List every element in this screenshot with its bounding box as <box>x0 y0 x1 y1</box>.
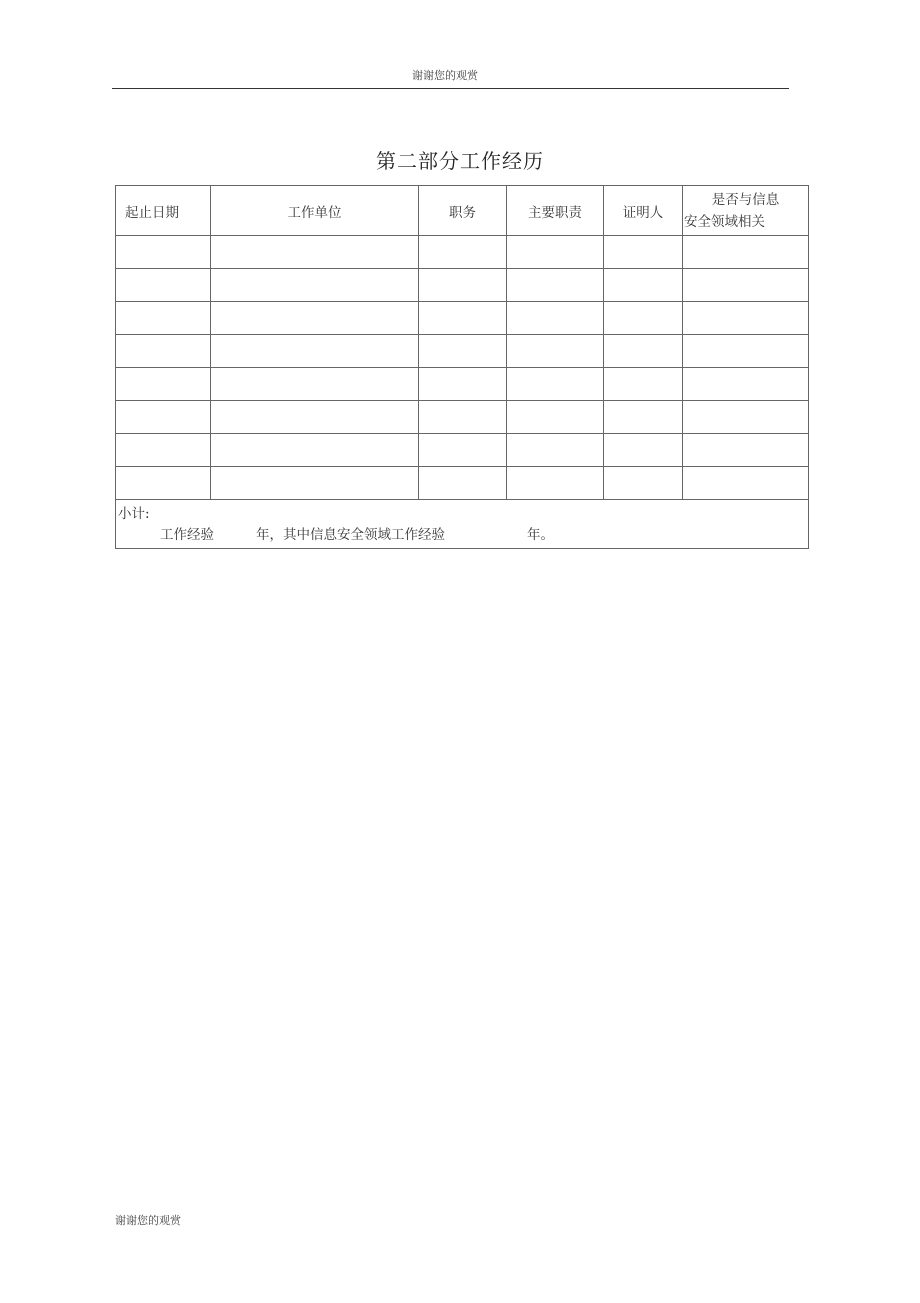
page-footer-text: 谢谢您的观赏 <box>115 1214 181 1227</box>
table-row <box>116 401 809 434</box>
table-cell <box>507 467 604 500</box>
summary-cell <box>116 500 809 549</box>
table-cell <box>683 269 809 302</box>
table-cell <box>604 269 683 302</box>
section-title: 第二部分工作经历 <box>376 149 544 173</box>
table-cell <box>419 467 507 500</box>
column-header-employer: 工作单位 <box>211 186 419 236</box>
table-cell <box>604 467 683 500</box>
table-cell <box>507 269 604 302</box>
table-cell <box>116 368 211 401</box>
column-header-dates: 起止日期 <box>116 186 211 236</box>
table-row <box>116 302 809 335</box>
summary-text-part-2: 年，其中信息安全领域工作经验 <box>256 527 445 543</box>
infosec-header-line-2: 安全领域相关 <box>684 213 765 230</box>
table-cell <box>116 434 211 467</box>
table-row <box>116 269 809 302</box>
table-cell <box>211 434 419 467</box>
table-cell <box>507 401 604 434</box>
table-cell <box>683 236 809 269</box>
table-cell <box>211 401 419 434</box>
work-experience-table <box>115 185 809 549</box>
summary-label: 小计: <box>118 506 150 522</box>
table-cell <box>604 302 683 335</box>
table-cell <box>211 368 419 401</box>
table-row <box>116 434 809 467</box>
table-cell <box>507 302 604 335</box>
table-cell <box>419 302 507 335</box>
table-row <box>116 335 809 368</box>
table-cell <box>683 401 809 434</box>
table-cell <box>683 368 809 401</box>
table-cell <box>507 368 604 401</box>
table-cell <box>604 335 683 368</box>
table-cell <box>419 236 507 269</box>
table-cell <box>604 401 683 434</box>
column-header-infosec-related <box>683 186 809 236</box>
table-cell <box>604 434 683 467</box>
table-cell <box>211 236 419 269</box>
column-header-position: 职务 <box>419 186 507 236</box>
summary-text-part-1: 工作经验 <box>160 527 214 543</box>
table-cell <box>116 401 211 434</box>
summary-text-part-3: 年。 <box>527 527 554 543</box>
table-cell <box>683 434 809 467</box>
table-cell <box>419 335 507 368</box>
table-cell <box>211 467 419 500</box>
table-cell <box>211 269 419 302</box>
summary-row <box>116 500 809 549</box>
table-cell <box>683 467 809 500</box>
table-cell <box>419 269 507 302</box>
table-cell <box>116 269 211 302</box>
table-cell <box>507 236 604 269</box>
table-cell <box>419 401 507 434</box>
table-cell <box>116 335 211 368</box>
table-cell <box>419 434 507 467</box>
summary-text <box>116 524 808 546</box>
table-cell <box>604 368 683 401</box>
table-cell <box>116 236 211 269</box>
table-header-row <box>116 186 809 236</box>
column-header-reference: 证明人 <box>604 186 683 236</box>
page-header-text: 谢谢您的观赏 <box>412 69 478 82</box>
table-row <box>116 368 809 401</box>
table-cell <box>683 302 809 335</box>
table-cell <box>211 302 419 335</box>
table-cell <box>604 236 683 269</box>
table-cell <box>116 302 211 335</box>
table-row <box>116 236 809 269</box>
table-cell <box>419 368 507 401</box>
column-header-duties: 主要职责 <box>507 186 604 236</box>
table-row <box>116 467 809 500</box>
table-cell <box>116 467 211 500</box>
table-cell <box>211 335 419 368</box>
infosec-header-line-1: 是否与信息 <box>711 191 780 208</box>
table-cell <box>683 335 809 368</box>
table-cell <box>507 434 604 467</box>
header-rule <box>112 88 789 89</box>
table-cell <box>507 335 604 368</box>
